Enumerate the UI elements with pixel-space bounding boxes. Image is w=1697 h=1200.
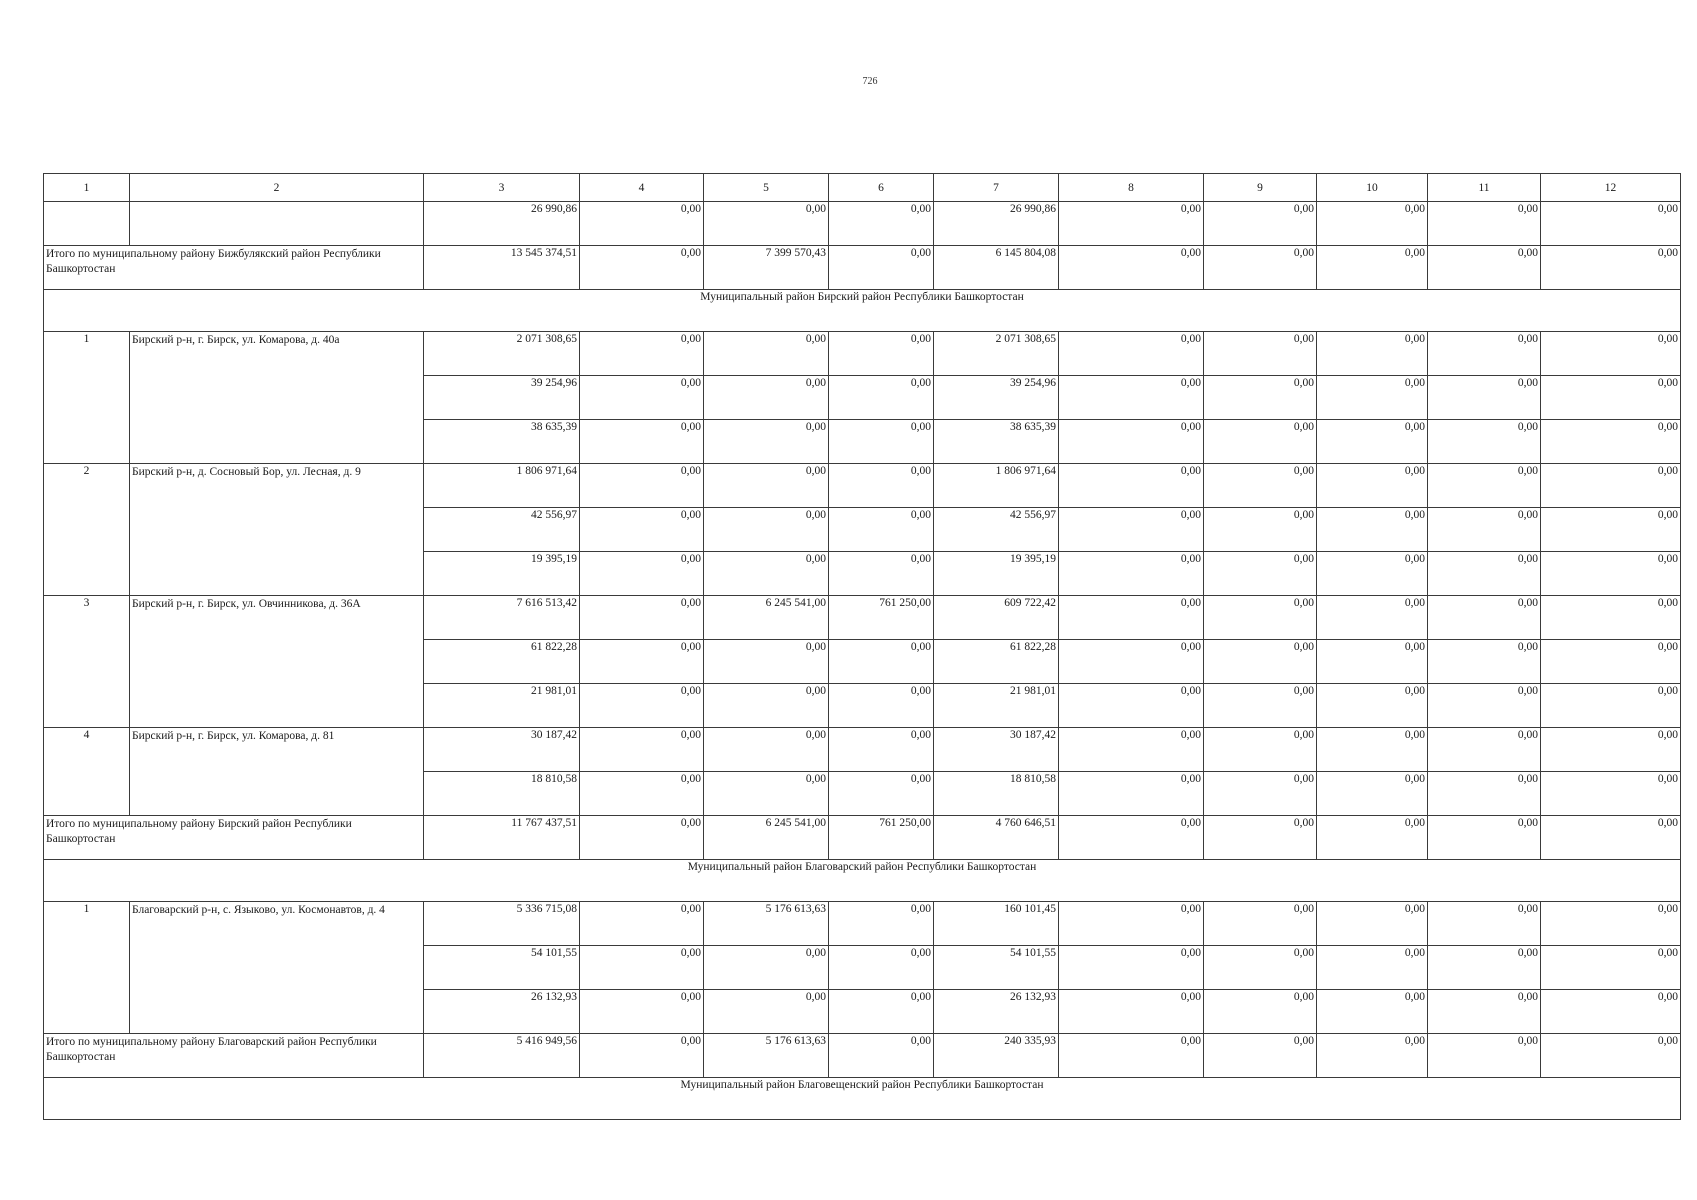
amount-cell: 6 245 541,00 (704, 596, 829, 640)
column-number-header: 1 (44, 174, 130, 202)
table-row (44, 596, 1681, 640)
amount-cell: 0,00 (580, 552, 704, 596)
amount-cell: 0,00 (1317, 376, 1428, 420)
amount-cell: 0,00 (829, 420, 934, 464)
amount-cell: 0,00 (1541, 684, 1681, 728)
amount-cell: 0,00 (580, 640, 704, 684)
amount-cell: 5 176 613,63 (704, 1034, 829, 1078)
amount-cell: 0,00 (580, 376, 704, 420)
row-number (44, 202, 130, 246)
amount-cell: 0,00 (829, 552, 934, 596)
column-number-header: 3 (424, 174, 580, 202)
amount-cell: 0,00 (580, 332, 704, 376)
amount-cell: 0,00 (1317, 728, 1428, 772)
amount-cell: 0,00 (1541, 332, 1681, 376)
amount-cell: 0,00 (704, 640, 829, 684)
amount-cell: 0,00 (1317, 816, 1428, 860)
amount-cell: 0,00 (1059, 332, 1204, 376)
amount-cell: 0,00 (1204, 202, 1317, 246)
amount-cell: 54 101,55 (424, 946, 580, 990)
amount-cell: 609 722,42 (934, 596, 1059, 640)
amount-cell: 0,00 (1059, 420, 1204, 464)
amount-cell: 0,00 (1541, 420, 1681, 464)
amount-cell: 0,00 (1428, 552, 1541, 596)
amount-cell: 2 071 308,65 (934, 332, 1059, 376)
amount-cell: 0,00 (1317, 552, 1428, 596)
table-row (44, 464, 1681, 508)
amount-cell: 0,00 (1204, 420, 1317, 464)
amount-cell: 0,00 (829, 684, 934, 728)
amount-cell: 0,00 (829, 332, 934, 376)
amount-cell: 0,00 (704, 420, 829, 464)
amount-cell: 0,00 (1059, 772, 1204, 816)
district-heading: Муниципальный район Бирский район Республики Башкортостан (44, 290, 1681, 332)
amount-cell: 0,00 (580, 902, 704, 946)
amount-cell: 0,00 (1204, 1034, 1317, 1078)
amount-cell: 0,00 (1317, 1034, 1428, 1078)
amount-cell: 13 545 374,51 (424, 246, 580, 290)
amount-cell: 0,00 (580, 990, 704, 1034)
amount-cell: 4 760 646,51 (934, 816, 1059, 860)
amount-cell: 0,00 (580, 596, 704, 640)
amount-cell: 0,00 (580, 202, 704, 246)
amount-cell: 0,00 (1059, 728, 1204, 772)
amount-cell: 0,00 (1059, 508, 1204, 552)
column-number-header: 8 (1059, 174, 1204, 202)
amount-cell: 761 250,00 (829, 816, 934, 860)
amount-cell: 0,00 (704, 464, 829, 508)
amount-cell: 0,00 (1428, 596, 1541, 640)
amount-cell: 7 616 513,42 (424, 596, 580, 640)
row-number: 3 (44, 596, 130, 728)
amount-cell: 0,00 (1541, 464, 1681, 508)
amount-cell: 0,00 (1204, 464, 1317, 508)
amount-cell: 0,00 (1317, 946, 1428, 990)
amount-cell: 0,00 (580, 946, 704, 990)
amount-cell: 0,00 (580, 728, 704, 772)
amount-cell: 0,00 (829, 376, 934, 420)
amount-cell: 61 822,28 (424, 640, 580, 684)
column-number-header: 4 (580, 174, 704, 202)
amount-cell: 0,00 (1317, 420, 1428, 464)
amount-cell: 19 395,19 (424, 552, 580, 596)
amount-cell: 21 981,01 (424, 684, 580, 728)
amount-cell: 0,00 (1059, 640, 1204, 684)
amount-cell: 0,00 (1541, 246, 1681, 290)
amount-cell: 0,00 (829, 902, 934, 946)
amount-cell: 0,00 (1204, 902, 1317, 946)
amount-cell: 30 187,42 (934, 728, 1059, 772)
amount-cell: 0,00 (1317, 640, 1428, 684)
amount-cell: 5 416 949,56 (424, 1034, 580, 1078)
amount-cell: 54 101,55 (934, 946, 1059, 990)
amount-cell: 61 822,28 (934, 640, 1059, 684)
amount-cell: 6 245 541,00 (704, 816, 829, 860)
amount-cell: 0,00 (1317, 508, 1428, 552)
amount-cell: 0,00 (1428, 420, 1541, 464)
district-total-row (44, 246, 1681, 290)
amount-cell: 0,00 (829, 990, 934, 1034)
amount-cell: 0,00 (1541, 728, 1681, 772)
table-row (44, 332, 1681, 376)
table-row (44, 202, 1681, 246)
amount-cell: 6 145 804,08 (934, 246, 1059, 290)
amount-cell: 0,00 (1317, 246, 1428, 290)
amount-cell: 7 399 570,43 (704, 246, 829, 290)
amount-cell: 0,00 (829, 772, 934, 816)
amount-cell: 0,00 (1541, 990, 1681, 1034)
amount-cell: 0,00 (1059, 946, 1204, 990)
district-section-row (44, 860, 1681, 902)
column-number-header: 6 (829, 174, 934, 202)
amount-cell: 0,00 (1428, 946, 1541, 990)
column-number-header: 2 (130, 174, 424, 202)
amount-cell: 0,00 (1541, 508, 1681, 552)
amount-cell: 38 635,39 (934, 420, 1059, 464)
amount-cell: 0,00 (1428, 332, 1541, 376)
amount-cell: 0,00 (1317, 772, 1428, 816)
amount-cell: 0,00 (1428, 640, 1541, 684)
row-number: 2 (44, 464, 130, 596)
district-total-row (44, 1034, 1681, 1078)
address-cell: Бирский р-н, г. Бирск, ул. Овчинникова, д. 36А (130, 596, 424, 728)
amount-cell: 0,00 (1428, 202, 1541, 246)
amount-cell: 0,00 (704, 946, 829, 990)
amount-cell: 0,00 (1059, 376, 1204, 420)
amount-cell: 0,00 (1541, 902, 1681, 946)
amount-cell: 42 556,97 (934, 508, 1059, 552)
amount-cell: 0,00 (829, 246, 934, 290)
amount-cell: 0,00 (704, 202, 829, 246)
amount-cell: 0,00 (1428, 464, 1541, 508)
amount-cell: 0,00 (829, 464, 934, 508)
amount-cell: 0,00 (1204, 990, 1317, 1034)
amount-cell: 38 635,39 (424, 420, 580, 464)
amount-cell: 0,00 (1204, 552, 1317, 596)
amount-cell: 0,00 (1204, 772, 1317, 816)
table-body (44, 202, 1681, 1120)
amount-cell: 0,00 (1204, 640, 1317, 684)
amount-cell: 5 336 715,08 (424, 902, 580, 946)
amount-cell: 0,00 (1541, 946, 1681, 990)
amount-cell: 240 335,93 (934, 1034, 1059, 1078)
amount-cell: 0,00 (1059, 990, 1204, 1034)
amount-cell: 0,00 (704, 376, 829, 420)
amount-cell: 0,00 (1541, 816, 1681, 860)
amount-cell: 0,00 (704, 684, 829, 728)
amount-cell: 0,00 (1428, 684, 1541, 728)
amount-cell: 0,00 (580, 420, 704, 464)
amount-cell: 26 132,93 (424, 990, 580, 1034)
amount-cell: 0,00 (1059, 1034, 1204, 1078)
amount-cell: 0,00 (1204, 376, 1317, 420)
amount-cell: 0,00 (1317, 596, 1428, 640)
table-row (44, 728, 1681, 772)
amount-cell: 0,00 (1541, 640, 1681, 684)
amount-cell: 0,00 (704, 332, 829, 376)
amount-cell: 0,00 (1317, 464, 1428, 508)
district-section-row (44, 1078, 1681, 1120)
amount-cell: 0,00 (1059, 816, 1204, 860)
amount-cell: 0,00 (1204, 946, 1317, 990)
address-cell (130, 202, 424, 246)
row-number: 1 (44, 332, 130, 464)
amount-cell: 26 132,93 (934, 990, 1059, 1034)
table-row (44, 902, 1681, 946)
amount-cell: 0,00 (1059, 596, 1204, 640)
amount-cell: 39 254,96 (424, 376, 580, 420)
amount-cell: 0,00 (704, 508, 829, 552)
amount-cell: 0,00 (580, 246, 704, 290)
amount-cell: 0,00 (1541, 596, 1681, 640)
amount-cell: 0,00 (580, 464, 704, 508)
row-number: 1 (44, 902, 130, 1034)
amount-cell: 0,00 (1204, 508, 1317, 552)
amount-cell: 0,00 (1204, 246, 1317, 290)
amount-cell: 11 767 437,51 (424, 816, 580, 860)
amount-cell: 21 981,01 (934, 684, 1059, 728)
amount-cell: 0,00 (829, 640, 934, 684)
amount-cell: 1 806 971,64 (934, 464, 1059, 508)
amount-cell: 19 395,19 (934, 552, 1059, 596)
amount-cell: 0,00 (829, 1034, 934, 1078)
register-table (43, 173, 1681, 1120)
amount-cell: 0,00 (1204, 684, 1317, 728)
amount-cell: 0,00 (580, 1034, 704, 1078)
amount-cell: 0,00 (1059, 552, 1204, 596)
amount-cell: 1 806 971,64 (424, 464, 580, 508)
amount-cell: 0,00 (1541, 1034, 1681, 1078)
row-number: 4 (44, 728, 130, 816)
amount-cell: 26 990,86 (934, 202, 1059, 246)
amount-cell: 0,00 (1428, 376, 1541, 420)
amount-cell: 0,00 (704, 552, 829, 596)
amount-cell: 0,00 (1059, 464, 1204, 508)
amount-cell: 0,00 (1428, 1034, 1541, 1078)
total-label: Итого по муниципальному району Бижбулякский район Республики Башкортостан (44, 246, 424, 290)
amount-cell: 0,00 (1428, 902, 1541, 946)
amount-cell: 18 810,58 (424, 772, 580, 816)
amount-cell: 42 556,97 (424, 508, 580, 552)
district-section-row (44, 290, 1681, 332)
amount-cell: 5 176 613,63 (704, 902, 829, 946)
column-number-header: 7 (934, 174, 1059, 202)
column-number-header: 5 (704, 174, 829, 202)
amount-cell: 0,00 (580, 508, 704, 552)
amount-cell: 0,00 (1059, 202, 1204, 246)
amount-cell: 30 187,42 (424, 728, 580, 772)
amount-cell: 0,00 (829, 946, 934, 990)
amount-cell: 0,00 (829, 728, 934, 772)
amount-cell: 0,00 (1059, 902, 1204, 946)
amount-cell: 0,00 (580, 684, 704, 728)
amount-cell: 0,00 (580, 816, 704, 860)
column-number-header: 10 (1317, 174, 1428, 202)
amount-cell: 0,00 (1204, 332, 1317, 376)
district-heading: Муниципальный район Благоварский район Республики Башкортостан (44, 860, 1681, 902)
column-number-header: 12 (1541, 174, 1681, 202)
amount-cell: 0,00 (1317, 684, 1428, 728)
address-cell: Бирский р-н, д. Сосновый Бор, ул. Лесная, д. 9 (130, 464, 424, 596)
amount-cell: 0,00 (704, 772, 829, 816)
amount-cell: 0,00 (1317, 332, 1428, 376)
amount-cell: 0,00 (1317, 202, 1428, 246)
amount-cell: 0,00 (704, 728, 829, 772)
amount-cell: 0,00 (1317, 902, 1428, 946)
total-label: Итого по муниципальному району Бирский район Республики Башкортостан (44, 816, 424, 860)
amount-cell: 761 250,00 (829, 596, 934, 640)
amount-cell: 0,00 (1541, 552, 1681, 596)
column-number-header: 11 (1428, 174, 1541, 202)
amount-cell: 0,00 (1428, 816, 1541, 860)
address-cell: Благоварский р-н, с. Языково, ул. Космонавтов, д. 4 (130, 902, 424, 1034)
amount-cell: 18 810,58 (934, 772, 1059, 816)
amount-cell: 0,00 (1428, 508, 1541, 552)
amount-cell: 0,00 (1428, 990, 1541, 1034)
address-cell: Бирский р-н, г. Бирск, ул. Комарова, д. 81 (130, 728, 424, 816)
amount-cell: 0,00 (1428, 728, 1541, 772)
amount-cell: 0,00 (1541, 202, 1681, 246)
amount-cell: 0,00 (1204, 816, 1317, 860)
amount-cell: 0,00 (1204, 728, 1317, 772)
address-cell: Бирский р-н, г. Бирск, ул. Комарова, д. 40а (130, 332, 424, 464)
column-number-header: 9 (1204, 174, 1317, 202)
amount-cell: 0,00 (1541, 772, 1681, 816)
total-label: Итого по муниципальному району Благоварский район Республики Башкортостан (44, 1034, 424, 1078)
column-number-header-row (44, 174, 1681, 202)
amount-cell: 0,00 (1204, 596, 1317, 640)
amount-cell: 0,00 (580, 772, 704, 816)
amount-cell: 0,00 (1317, 990, 1428, 1034)
amount-cell: 0,00 (1059, 246, 1204, 290)
amount-cell: 0,00 (1541, 376, 1681, 420)
amount-cell: 0,00 (829, 508, 934, 552)
amount-cell: 0,00 (1059, 684, 1204, 728)
amount-cell: 0,00 (829, 202, 934, 246)
amount-cell: 0,00 (1428, 246, 1541, 290)
page-number: 726 (862, 76, 878, 87)
amount-cell: 0,00 (1428, 772, 1541, 816)
district-total-row (44, 816, 1681, 860)
district-heading: Муниципальный район Благовещенский район Республики Башкортостан (44, 1078, 1681, 1120)
amount-cell: 39 254,96 (934, 376, 1059, 420)
amount-cell: 2 071 308,65 (424, 332, 580, 376)
amount-cell: 26 990,86 (424, 202, 580, 246)
amount-cell: 160 101,45 (934, 902, 1059, 946)
amount-cell: 0,00 (704, 990, 829, 1034)
